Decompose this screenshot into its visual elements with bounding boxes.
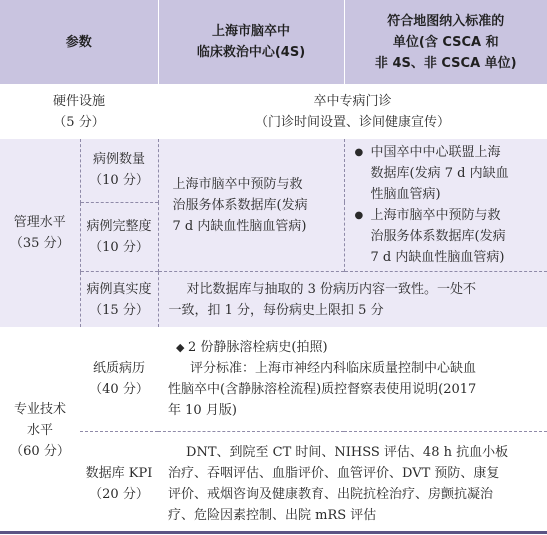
paper-records-criteria-line2: 性脑卒中(含静脉溶栓流程)质控督察表使用说明(2017 [168,381,477,397]
map-db-item1-line2: 数据库(发病 7 d 内缺血 [370,166,509,182]
kpi-text-line3: 评价、戒烟咨询及健康教育、出院抗栓治疗、房颤抗凝治 [168,486,494,502]
technical-label-line2: 水平 [26,423,53,439]
kpi-score: （20 分） [89,486,149,502]
map-db-item2-line1: ● 上海市脑卒中预防与救 [370,208,501,224]
shanghai-db-line2: 治服务体系数据库(发病 [172,197,308,213]
hardware-value-line1: 卒中专病门诊 [313,93,392,109]
map-db-item2-line3: 7 d 内缺血性脑血管病) [370,250,505,266]
map-db-cell [344,139,547,272]
management-label-line1: 管理水平 [13,214,66,230]
technical-score: （60 分） [10,444,70,460]
kpi-text-line4: 疗、危险因素控制、出院 mRS 评估 [168,507,377,523]
map-db-item1-line1: ● 中国卒中中心联盟上海 [370,145,501,161]
shanghai-db-line1: 上海市脑卒中预防与救 [172,176,303,192]
map-db-item-shanghai [355,205,542,268]
map-db-list [355,142,542,268]
authenticity-text-line2: 一致，扣 1 分，每份病史上限扣 5 分 [168,302,384,318]
header-param [0,0,158,84]
header-map-line3: 非 4S、非 CSCA 单位) [374,55,517,71]
hardware-value [158,84,547,139]
paper-records-criteria-line3: 年 10 月版) [168,402,237,418]
paper-records-line1: 纸质病历 [93,360,146,376]
management-score: （35 分） [9,235,70,251]
case-completeness-score: （10 分） [89,239,149,255]
header-shanghai-line1: 上海市脑卒中 [212,24,291,40]
kpi-label-line1: 数据库 KPI [85,465,153,481]
kpi-text-line1: DNT、到院至 CT 时间、NIHSS 评估、48 h 抗血小板 [186,444,509,460]
technical-label [0,327,80,535]
hardware-value-line2: （门诊时间设置、诊间健康宣传） [255,114,451,130]
paper-records-text [158,327,547,432]
case-quantity-line1: 病例数量 [93,152,146,168]
kpi-text [158,432,547,535]
case-authenticity-line1: 病例真实度 [86,281,152,297]
paper-records-criteria-line1: 评分标准：上海市神经内科临床质量控制中心缺血 [190,360,477,376]
case-authenticity-label [80,272,158,327]
management-row-quantity [0,139,547,202]
header-param-label: 参数 [65,34,92,50]
shanghai-db-line3: 7 d 内缺血性脑血管病) [172,218,307,234]
case-quantity-score: （10 分） [89,173,149,189]
header-shanghai [158,0,344,84]
map-db-item1-line3: 性脑血管病) [370,187,441,203]
paper-records-score: （40 分） [89,381,149,397]
table-bottom-rule [0,531,547,534]
hardware-label-line1: 硬件设施 [53,93,106,109]
map-db-item-csca [355,142,542,205]
case-authenticity-score: （15 分） [89,302,149,318]
hardware-row [0,84,547,139]
case-quantity-label [80,139,158,202]
hardware-label [0,84,158,139]
shanghai-db-cell [158,139,344,272]
table-header-row [0,0,547,84]
header-map-line1: 符合地图纳入标准的 [387,13,505,29]
hardware-score: （5 分） [53,114,105,130]
authenticity-text [158,272,547,327]
kpi-label [80,432,158,535]
case-completeness-label [80,202,158,272]
header-map [344,0,547,84]
header-shanghai-line2: 临床救治中心(4S) [196,45,306,61]
authenticity-text-line1: 对比数据库与抽取的 3 份病历内容一致性。一处不 [186,281,477,297]
technical-row-kpi [0,432,547,535]
paper-records-item-text: ◆ 2 份静脉溶栓病史(拍照) [176,340,328,355]
map-db-item2-line2: 治服务体系数据库(发病 [370,229,506,245]
management-label [0,139,80,327]
header-map-line2: 单位(含 CSCA 和 [392,34,499,50]
management-row-authenticity [0,272,547,327]
case-completeness-line1: 病例完整度 [86,218,152,234]
technical-label-line1: 专业技术 [13,402,66,418]
paper-records-item [168,337,537,358]
paper-records-label [80,327,158,432]
kpi-text-line2: 治疗、吞咽评估、血脂评价、血管评价、DVT 预防、康复 [168,465,500,481]
technical-row-paper [0,327,547,432]
